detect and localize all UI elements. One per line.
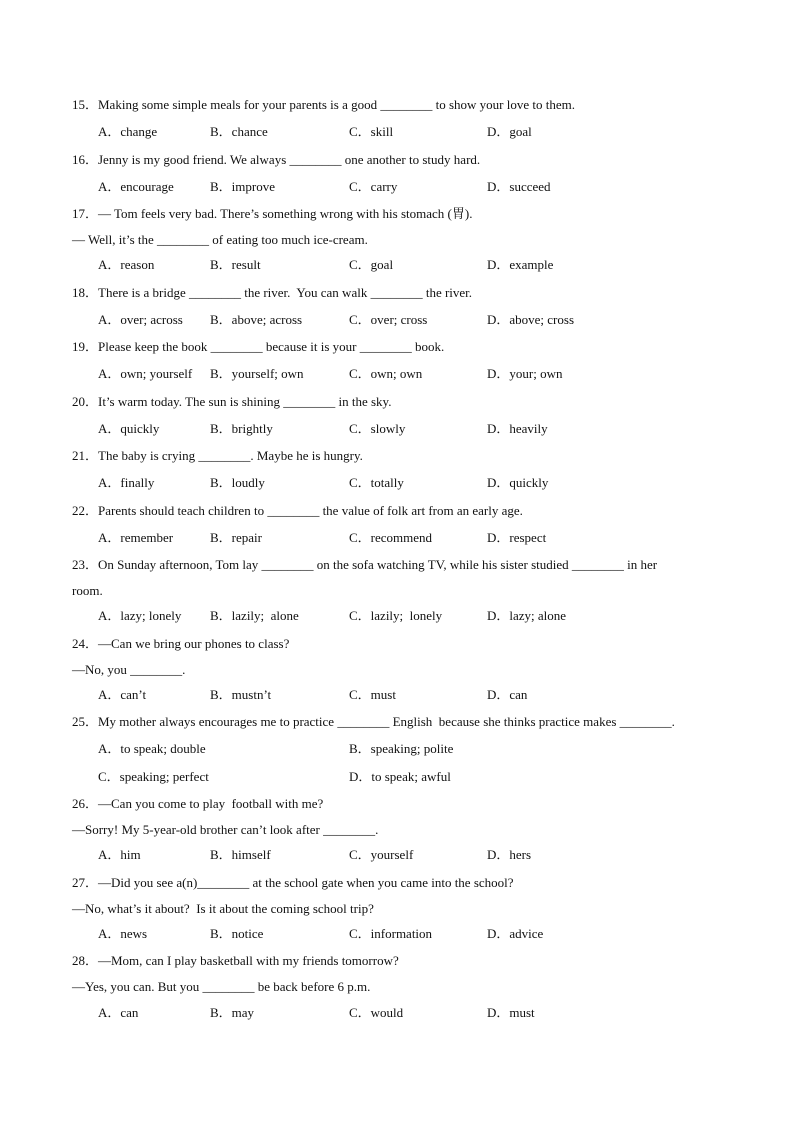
option-d: D．above; cross bbox=[487, 312, 575, 327]
question-stem: 22．Parents should teach children to ________ the value of folk art from an early age. bbox=[72, 503, 523, 518]
question-stem: 21．The baby is crying ________. Maybe he is hungry. bbox=[72, 448, 363, 463]
option-b: B．repair bbox=[210, 530, 262, 545]
option-b: B．above; across bbox=[210, 312, 303, 327]
question-stem: 17．— Tom feels very bad. There’s something wrong with his stomach (胃). bbox=[72, 206, 473, 221]
question-stem: 25．My mother always encourages me to practice ________ English because she thinks practice makes ________. bbox=[72, 714, 675, 729]
option-c: C．totally bbox=[349, 475, 404, 490]
option-c: C．yourself bbox=[349, 847, 414, 862]
option-b: B．yourself; own bbox=[210, 366, 304, 381]
option-c: C．carry bbox=[349, 179, 398, 194]
option-a: A．reason bbox=[98, 257, 155, 272]
option-d: D．can bbox=[487, 687, 528, 702]
option-b: B．brightly bbox=[210, 421, 273, 436]
question-stem: 15．Making some simple meals for your parents is a good ________ to show your love to them. bbox=[72, 97, 575, 112]
question-stem: 24．—Can we bring our phones to class? bbox=[72, 636, 290, 651]
option-d: D．lazy; alone bbox=[487, 608, 567, 623]
option-d: D．respect bbox=[487, 530, 547, 545]
option-c: C．over; cross bbox=[349, 312, 428, 327]
option-a: A．news bbox=[98, 926, 148, 941]
question-stem: 20．It’s warm today. The sun is shining ________ in the sky. bbox=[72, 394, 392, 409]
option-a: A．finally bbox=[98, 475, 155, 490]
option-b: B．loudly bbox=[210, 475, 265, 490]
question-stem: 23．On Sunday afternoon, Tom lay ________ on the sofa watching TV, while his sister studied ________ in her bbox=[72, 557, 658, 572]
option-a: A．quickly bbox=[98, 421, 160, 436]
question-stem: 16．Jenny is my good friend. We always ________ one another to study hard. bbox=[72, 152, 481, 167]
option-d: D．quickly bbox=[487, 475, 549, 490]
option-b: B．chance bbox=[210, 124, 268, 139]
option-b: B．result bbox=[210, 257, 261, 272]
question-stem: 19．Please keep the book ________ because it is your ________ book. bbox=[72, 339, 445, 354]
question-stem: 28．—Mom, can I play basketball with my friends tomorrow? bbox=[72, 953, 399, 968]
option-c: C．speaking; perfect bbox=[98, 769, 209, 784]
option-b: B．mustn’t bbox=[210, 687, 272, 702]
option-a: A．over; across bbox=[98, 312, 183, 327]
question-stem-line2: —Sorry! My 5-year-old brother can’t look after ________. bbox=[72, 822, 379, 837]
option-a: A．change bbox=[98, 124, 158, 139]
option-b: B．lazily; alone bbox=[210, 608, 299, 623]
option-c: C．skill bbox=[349, 124, 394, 139]
option-d: D．advice bbox=[487, 926, 544, 941]
option-a: A．him bbox=[98, 847, 141, 862]
option-d: D．must bbox=[487, 1005, 535, 1020]
option-c: C．own; own bbox=[349, 366, 423, 381]
option-a: A．can’t bbox=[98, 687, 147, 702]
option-b: B．improve bbox=[210, 179, 275, 194]
option-b: B．notice bbox=[210, 926, 264, 941]
option-c: C．information bbox=[349, 926, 433, 941]
question-stem: 26．—Can you come to play football with me? bbox=[72, 796, 324, 811]
question-stem: 18．There is a bridge ________ the river. You can walk ________ the river. bbox=[72, 285, 473, 300]
option-d: D．example bbox=[487, 257, 554, 272]
option-d: D．goal bbox=[487, 124, 532, 139]
option-b: B．himself bbox=[210, 847, 271, 862]
option-d: D．succeed bbox=[487, 179, 551, 194]
option-c: C．goal bbox=[349, 257, 394, 272]
option-c: C．must bbox=[349, 687, 396, 702]
option-b: B．speaking; polite bbox=[349, 741, 454, 756]
option-d: D．your; own bbox=[487, 366, 563, 381]
option-c: C．slowly bbox=[349, 421, 406, 436]
option-a: A．remember bbox=[98, 530, 174, 545]
option-a: A．lazy; lonely bbox=[98, 608, 182, 623]
option-c: C．lazily; lonely bbox=[349, 608, 443, 623]
question-stem-line2: —No, what’s it about? Is it about the coming school trip? bbox=[72, 901, 374, 916]
option-c: C．recommend bbox=[349, 530, 433, 545]
question-stem-line2: —Yes, you can. But you ________ be back before 6 p.m. bbox=[72, 979, 371, 994]
option-d: D．to speak; awful bbox=[349, 769, 451, 784]
option-a: A．own; yourself bbox=[98, 366, 193, 381]
option-a: A．can bbox=[98, 1005, 139, 1020]
question-stem-line2: —No, you ________. bbox=[72, 662, 186, 677]
question-stem-line2: — Well, it’s the ________ of eating too much ice-cream. bbox=[72, 232, 368, 247]
option-c: C．would bbox=[349, 1005, 404, 1020]
option-a: A．encourage bbox=[98, 179, 174, 194]
option-d: D．hers bbox=[487, 847, 532, 862]
option-a: A．to speak; double bbox=[98, 741, 206, 756]
question-stem: 27．—Did you see a(n)________ at the school gate when you came into the school? bbox=[72, 875, 514, 890]
option-d: D．heavily bbox=[487, 421, 548, 436]
question-stem-line2: room. bbox=[72, 583, 103, 598]
option-b: B．may bbox=[210, 1005, 255, 1020]
